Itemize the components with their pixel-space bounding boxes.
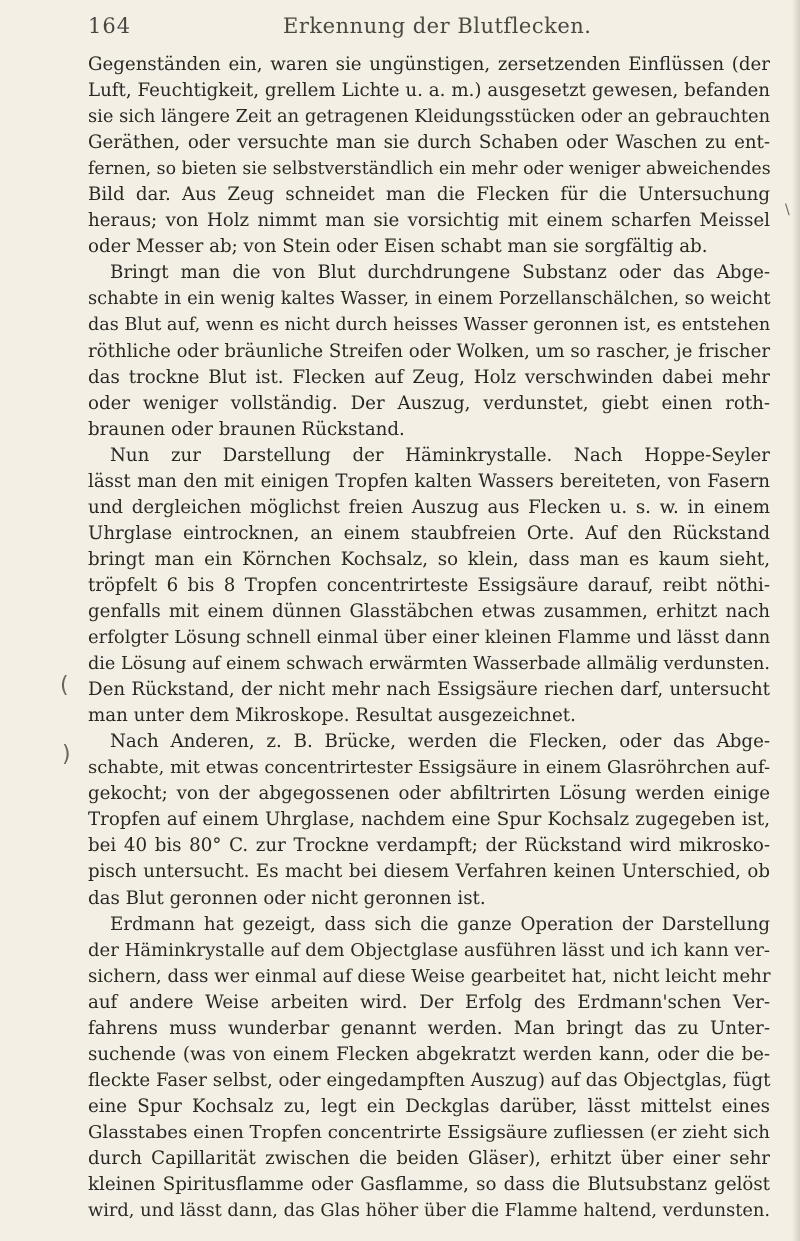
- text-line: Nach Anderen, z. B. Brücke, werden die Flecken, oder das Abge-: [110, 731, 770, 753]
- text-line: fleckte Faser selbst, oder eingedampften Auszug) auf das Objectglas, fügt: [88, 1069, 771, 1091]
- text-line: Bild dar. Aus Zeug schneidet man die Flecken für die Untersuchung: [88, 184, 770, 206]
- text-line: Uhrglase eintrocknen, an einem staubfreien Orte. Auf den Rückstand: [88, 522, 770, 544]
- text-line: Erdmann hat gezeigt, dass sich die ganze Operation der Darstellung: [110, 913, 770, 935]
- margin-small-mark: \: [785, 202, 790, 218]
- page-header: [88, 8, 768, 44]
- text-line: braunen oder braunen Rückstand.: [88, 418, 405, 440]
- text-line: das trockne Blut ist. Flecken auf Zeug, Holz verschwinden dabei mehr: [88, 366, 770, 388]
- text-line: bei 40 bis 80° C. zur Trockne verdampft; der Rückstand wird mikrosko-: [88, 835, 770, 857]
- text-line: schabte, mit etwas concentrirtester Essigsäure in einem Glasröhrchen auf-: [88, 757, 770, 779]
- text-line: Geräthen, oder versuchte man sie durch Schaben oder Waschen zu ent-: [88, 132, 770, 154]
- text-line: Den Rückstand, der nicht mehr nach Essigsäure riechen darf, untersucht: [88, 679, 770, 701]
- text-line: heraus; von Holz nimmt man sie vorsichtig mit einem scharfen Meissel: [88, 210, 770, 232]
- text-line: fernen, so bieten sie selbstverständlich ein mehr oder weniger abweichendes: [88, 159, 771, 180]
- text-line: oder Messer ab; von Stein oder Eisen schabt man sie sorgfältig ab.: [88, 236, 708, 258]
- text-line: schabte in ein wenig kaltes Wasser, in einem Porzellanschälchen, so weicht: [88, 288, 771, 310]
- text-line: das Blut geronnen oder nicht geronnen ist.: [88, 887, 486, 909]
- text-line: lässt man den mit einigen Tropfen kalten Wassers bereiteten, von Fasern: [88, 470, 770, 492]
- margin-bracket-close: ): [62, 742, 71, 767]
- text-line: man unter dem Mikroskope. Resultat ausgezeichnet.: [88, 705, 576, 727]
- text-line: oder weniger vollständig. Der Auszug, verdunstet, giebt einen roth-: [88, 392, 770, 414]
- text-line: genfalls mit einem dünnen Glasstäbchen etwas zusammen, erhitzt nach: [88, 600, 770, 622]
- text-line: der Häminkrystalle auf dem Objectglase ausführen lässt und ich kann ver-: [88, 939, 770, 961]
- page-edge-shadow: [792, 0, 800, 1241]
- text-line: sie sich längere Zeit an getragenen Kleidungsstücken oder an gebrauchten: [88, 106, 771, 128]
- margin-bracket-open: (: [60, 673, 69, 698]
- text-line: durch Capillarität zwischen die beiden Gläser), erhitzt über einer sehr: [88, 1147, 770, 1169]
- text-line: tröpfelt 6 bis 8 Tropfen concentrirteste Essigsäure darauf, reibt nöthi-: [88, 574, 770, 596]
- text-line: bringt man ein Körnchen Kochsalz, so klein, dass man es kaum sieht,: [88, 548, 770, 570]
- text-line: auf andere Weise arbeiten wird. Der Erfolg des Erdmann'schen Ver-: [88, 991, 770, 1013]
- text-line: suchende (was von einem Flecken abgekratzt werden kann, oder die be-: [88, 1043, 770, 1065]
- text-line: und dergleichen möglichst freien Auszug aus Flecken u. s. w. in einem: [88, 496, 770, 518]
- text-line: eine Spur Kochsalz zu, legt ein Deckglas darüber, lässt mittelst eines: [88, 1095, 770, 1117]
- text-line: Tropfen auf einem Uhrglase, nachdem eine Spur Kochsalz zugegeben ist,: [88, 809, 770, 831]
- text-line: kleinen Spiritusflamme oder Gasflamme, so dass die Blutsubstanz gelöst: [88, 1174, 770, 1196]
- text-line: Gegenständen ein, waren sie ungünstigen, zersetzenden Einflüssen (der: [88, 54, 770, 75]
- text-line: röthliche oder bräunliche Streifen oder Wolken, um so rascher, je frischer: [88, 340, 770, 362]
- page-number: 164: [88, 14, 132, 38]
- text-line: Glasstabes einen Tropfen concentrirte Essigsäure zufliessen (er zieht sich: [88, 1121, 770, 1143]
- text-line: sichern, dass wer einmal auf diese Weise gearbeitet hat, nicht leicht mehr: [88, 965, 771, 987]
- text-line: wird, und lässt dann, das Glas höher über die Flamme haltend, verdunsten.: [88, 1200, 770, 1222]
- text-line: Bringt man die von Blut durchdrungene Substanz oder das Abge-: [110, 262, 770, 284]
- text-line: Nun zur Darstellung der Häminkrystalle. Nach Hoppe-Seyler: [110, 444, 770, 466]
- text-line: fahrens muss wunderbar genannt werden. Man bringt das zu Unter-: [88, 1017, 770, 1039]
- body-text: [88, 52, 770, 1224]
- running-title: Erkennung der Blutflecken.: [283, 14, 592, 38]
- text-line: das Blut auf, wenn es nicht durch heisses Wasser geronnen ist, es entstehen: [88, 315, 771, 336]
- text-line: erfolgter Lösung schnell einmal über einer kleinen Flamme und lässt dann: [88, 627, 771, 649]
- text-line: die Lösung auf einem schwach erwärmten Wasserbade allmälig verdunsten.: [88, 654, 771, 675]
- text-line: Luft, Feuchtigkeit, grellem Lichte u. a. m.) ausgesetzt gewesen, befanden: [88, 80, 770, 102]
- text-line: gekocht; von der abgegossenen oder abfiltrirten Lösung werden einige: [88, 783, 770, 805]
- text-line: pisch untersucht. Es macht bei diesem Verfahren keinen Unterschied, ob: [88, 861, 770, 883]
